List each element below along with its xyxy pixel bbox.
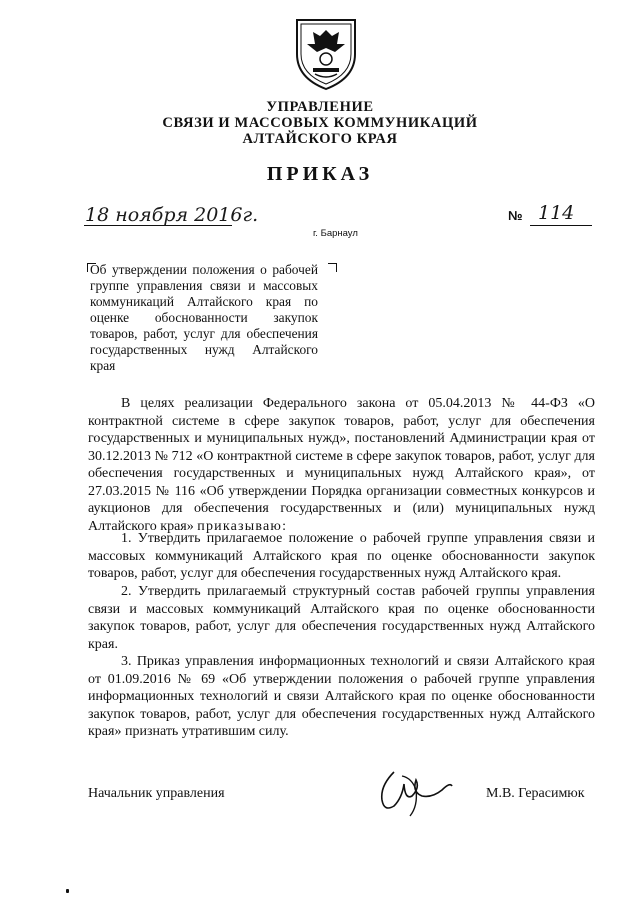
date-underline <box>84 225 232 226</box>
signatory-name: М.В. Герасимюк <box>486 786 585 801</box>
document-city: г. Барнаул <box>313 228 358 239</box>
item-2-paragraph <box>88 583 595 653</box>
scan-dot <box>66 889 69 893</box>
preamble-paragraph <box>88 395 595 535</box>
document-title: ПРИКАЗ <box>266 163 374 185</box>
number-underline <box>530 225 592 226</box>
item-3-paragraph <box>88 653 595 741</box>
number-label: № <box>508 208 523 223</box>
signatory-position: Начальник управления <box>88 786 225 801</box>
org-name-line-1: УПРАВЛЕНИЕ <box>266 99 374 115</box>
item-3-text: 3. Приказ управления информационных технологий и связи Алтайского края от 01.09.2016 № 69 «Об утверждении положения о рабочей группе управления информационных технологий и связи Алтайского края по оценке обоснованности закупок товаров, работ, услуг для обеспечения государственных нужд Алтайского края» признать утратившим силу. <box>88 654 595 739</box>
handwritten-signature-icon <box>372 766 462 818</box>
coat-of-arms-icon <box>291 14 361 92</box>
item-2-text: 2. Утвердить прилагаемый структурный состав рабочей группы управления связи и массовых коммуникаций Алтайского края по оценке обоснованности закупок товаров, работ, услуг для обеспечения государственных нужд Алтайского края. <box>88 584 595 652</box>
org-name-line-2: СВЯЗИ И МАССОВЫХ КОММУНИКАЦИЙ <box>162 115 478 131</box>
item-1-paragraph <box>88 530 595 583</box>
org-name-line-3: АЛТАЙСКОГО КРАЯ <box>242 131 398 147</box>
document-subject: Об утверждении положения о рабочей группе управления связи и массовых коммуникаций Алтайского края по оценке обоснованности закупок товаров, работ, услуг для обеспечения государственных нужд Алтайского края <box>90 262 318 373</box>
preamble-text: В целях реализации Федерального закона от 05.04.2013 № 44-ФЗ «О контрактной системе в сфере закупок товаров, работ, услуг для обеспечения государственных и муниципальных нужд», постановлений Администрации края от 30.12.2013 № 712 «О контрактной системе в сфере закупок товаров, работ, услуг для обеспечения государственных и муниципальных нужд Алтайского края», от 27.03.2015 № 116 «Об утверждении Порядка организации совместных конкурсов и аукционов для обеспечения государственных и (или) муниципальных нужд Алтайского края» <box>88 396 595 534</box>
subject-bracket-right <box>328 263 337 272</box>
item-1-text: 1. Утвердить прилагаемое положение о рабочей группе управления связи и массовых коммуникаций Алтайского края по оценке обоснованности закупок товаров, работ, услуг для обеспечения государственных нужд Алтайского края. <box>88 531 595 581</box>
document-number: 114 <box>538 202 575 224</box>
document-date: 18 ноября 2016г. <box>85 204 259 226</box>
order-word: приказываю: <box>197 518 288 534</box>
